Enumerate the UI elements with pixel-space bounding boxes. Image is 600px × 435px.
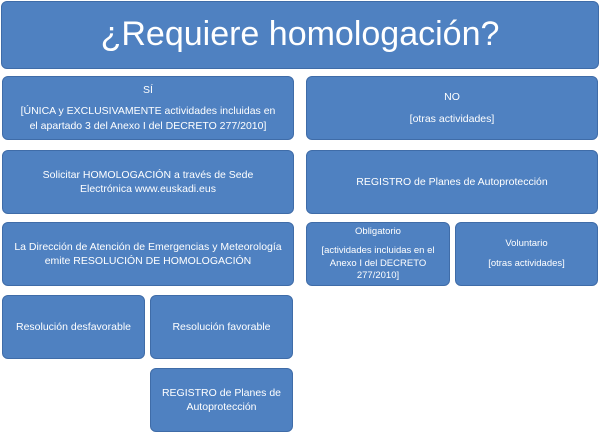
registro-si-box [150,368,293,432]
obligatorio-box [306,222,450,286]
solicitar-line1: Solicitar HOMOLOGACIÓN a través de Sede [42,168,254,181]
registro-no-box [306,150,598,214]
voluntario-box [455,222,598,286]
no-box [306,76,598,140]
obligatorio-line3: 277/2010] [356,269,400,281]
direccion-emite-box [2,222,294,286]
si-detail-line1: [ÚNICA y EXCLUSIVAMENTE actividades incluidas en [20,105,276,118]
resolucion-favorable-box [150,295,293,359]
si-heading: SÍ [143,84,153,97]
solicitar-line2: Electrónica www.euskadi.eus [80,183,216,195]
voluntario-heading: Voluntario [505,238,548,250]
registro-si-line1: REGISTRO de Planes de [161,386,282,399]
obligatorio-heading: Obligatorio [355,225,401,237]
no-heading: NO [444,91,460,104]
resolucion-desfavorable-label: Resolución desfavorable [16,320,131,333]
registro-no-label: REGISTRO de Planes de Autoprotección [356,175,548,188]
resolucion-favorable-label: Resolución favorable [172,320,271,333]
solicitar-homologacion-box [2,150,294,214]
title-box [1,1,599,69]
obligatorio-line1: [actividades incluidas en el [321,245,435,257]
no-detail: [otras actividades] [409,112,495,125]
diagram-title: ¿Requiere homologación? [100,15,500,54]
resolucion-desfavorable-box [2,295,145,359]
direccion-line1: La Dirección de Atención de Emergencias y Meteorología [14,240,282,253]
si-detail-line2: el apartado 3 del Anexo I del DECRETO 277/2010] [29,119,267,132]
voluntario-detail: [otras actividades] [488,257,565,269]
obligatorio-line2: Anexo I del DECRETO [329,257,427,269]
direccion-line2: emite RESOLUCIÓN DE HOMOLOGACIÓN [44,255,252,267]
si-box [2,76,294,140]
registro-si-line2: Autoprotección [186,401,257,413]
